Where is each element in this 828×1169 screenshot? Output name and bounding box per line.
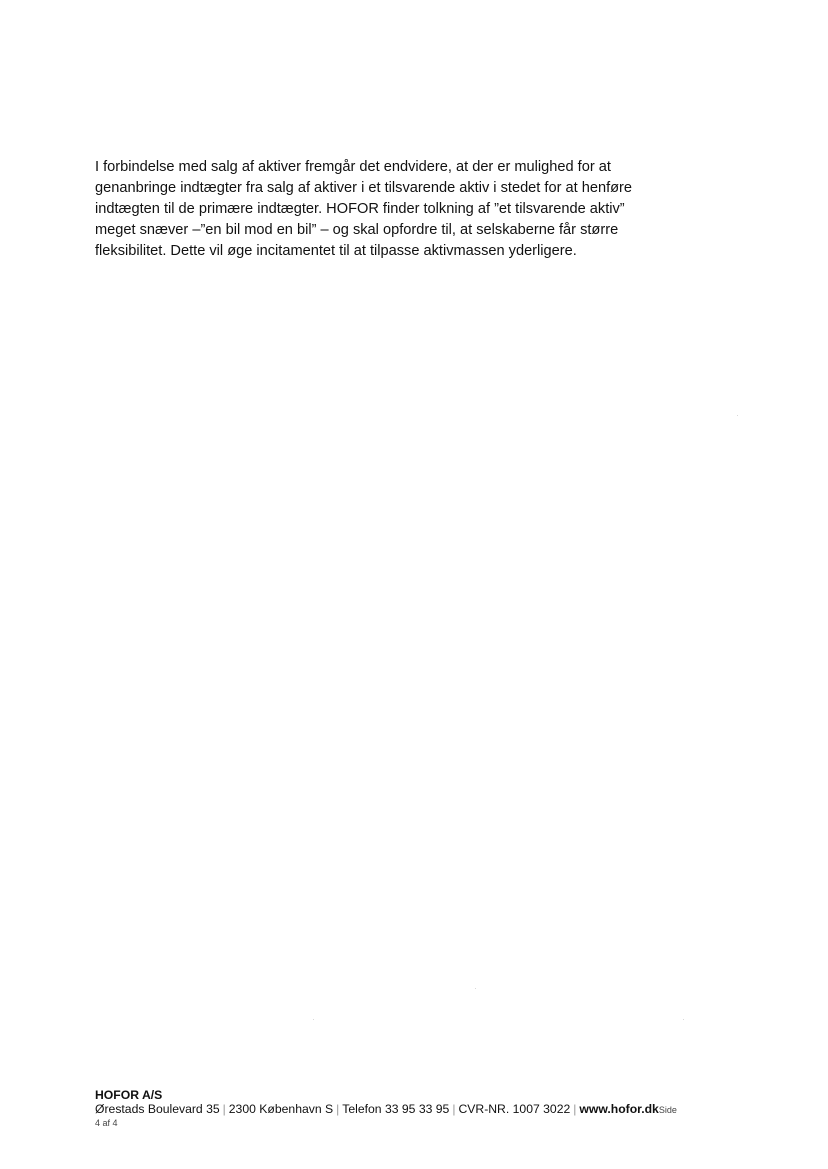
paragraph-line: indtægten til de primære indtægter. HOFOR finder tolkning af ”et tilsvarende aktiv” (95, 201, 625, 217)
footer-address: Ørestads Boulevard 35 (95, 1102, 220, 1116)
footer-separator: | (336, 1102, 340, 1116)
footer-page-count: 4 af 4 (95, 1118, 118, 1128)
body-paragraph (95, 157, 695, 262)
scan-speck (313, 1019, 314, 1020)
footer-phone: Telefon 33 95 33 95 (342, 1102, 450, 1116)
scan-speck (475, 988, 476, 989)
paragraph-line: meget snæver –”en bil mod en bil” – og skal opfordre til, at selskaberne får større (95, 222, 619, 238)
footer-contact-line (95, 1102, 735, 1118)
scan-speck (683, 1019, 684, 1020)
footer-cvr: CVR-NR. 1007 3022 (458, 1102, 571, 1116)
footer-separator: | (452, 1102, 456, 1116)
footer-separator: | (573, 1102, 577, 1116)
footer-page-label: Side (658, 1105, 677, 1115)
footer-company-name: HOFOR A/S (95, 1088, 163, 1102)
paragraph-line: genanbringe indtægter fra salg af aktiver i et tilsvarende aktiv i stedet for at henføre (95, 180, 633, 196)
footer-separator: | (222, 1102, 226, 1116)
page-footer (95, 1088, 735, 1129)
footer-postal: 2300 København S (228, 1102, 334, 1116)
paragraph-line: fleksibilitet. Dette vil øge incitamentet til at tilpasse aktivmassen yderligere. (95, 243, 577, 259)
paragraph-line: I forbindelse med salg af aktiver fremgår det endvidere, at der er mulighed for at (95, 159, 611, 175)
footer-website-link[interactable]: www.hofor.dk (579, 1102, 659, 1116)
scan-speck (737, 415, 738, 416)
